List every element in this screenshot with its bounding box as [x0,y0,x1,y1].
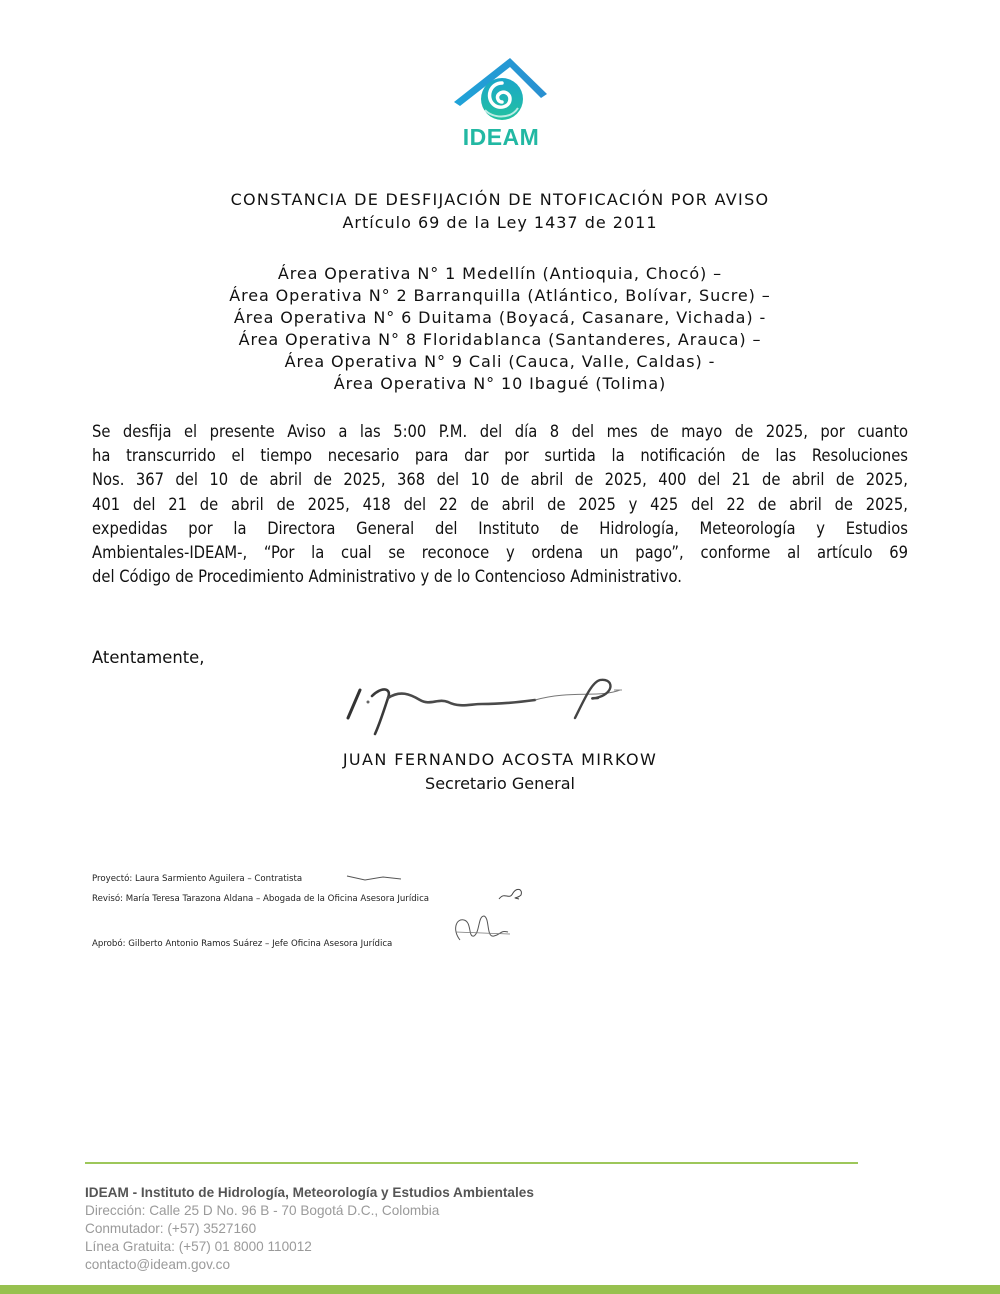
closing: Atentamente, [92,648,205,667]
initials-signature-approved [450,910,515,950]
approval-approved: Aprobó: Gilberto Antonio Ramos Suárez – Jefe Oficina Asesora Jurídica [92,939,393,949]
signature-image [330,668,630,748]
footer-contact [85,1184,534,1274]
area-line: Área Operativa N° 8 Floridablanca (Santanderes, Arauca) – [238,330,762,349]
area-line: Área Operativa N° 10 Ibagué (Tolima) [333,374,667,393]
operative-areas [0,263,1000,395]
body-line: ha transcurrido el tiempo necesario para dar por surtida la notificación de las Resoluciones [92,446,908,466]
footer-org: IDEAM - Instituto de Hidrología, Meteorología y Estudios Ambientales [85,1185,534,1200]
body-line: Ambientales-IDEAM-, “Por la cual se reconoce y ordena un pago”, conforme al artículo 69 [92,543,908,563]
body-line: Se desfija el presente Aviso a las 5:00 P.M. del día 8 del mes de mayo de 2025, por cuanto [92,422,908,441]
area-line: Área Operativa N° 2 Barranquilla (Atlántico, Bolívar, Sucre) – [229,286,771,305]
footer-accent-bar [0,1285,1000,1294]
footer-phone: Conmutador: (+57) 3527160 [85,1221,257,1236]
approval-reviewed: Revisó: María Teresa Tarazona Aldana – Abogada de la Oficina Asesora Jurídica [92,894,430,904]
footer-toll-free: Línea Gratuita: (+57) 01 8000 110012 [85,1239,312,1254]
footer-email: contacto@ideam.gov.co [85,1257,231,1272]
body-paragraph [92,420,908,589]
body-line: Nos. 367 del 10 de abril de 2025, 368 del 10 de abril de 2025, 400 del 21 de abril de 2025, [92,470,908,490]
area-line: Área Operativa N° 6 Duitama (Boyacá, Casanare, Vichada) - [233,308,767,327]
initials-signature-projected [345,872,405,884]
approval-projected: Proyectó: Laura Sarmiento Aguilera – Contratista [92,874,303,884]
body-line: expedidas por la Directora General del Instituto de Hidrología, Meteorología y Estudios [92,518,908,538]
body-line: del Código de Procedimiento Administrativo y de lo Contencioso Administrativo. [92,567,682,587]
document-subtitle: Artículo 69 de la Ley 1437 de 2011 [342,213,658,232]
area-line: Área Operativa N° 1 Medellín (Antioquia, Chocó) – [277,264,723,283]
signer-role: Secretario General [425,774,575,793]
footer-divider [85,1162,858,1164]
body-line: 401 del 21 de abril de 2025, 418 del 22 de abril de 2025 y 425 del 22 de abril de 2025, [92,494,908,514]
initials-signature-reviewed [497,885,527,905]
signer-name: JUAN FERNANDO ACOSTA MIRKOW [342,750,658,769]
footer-address: Dirección: Calle 25 D No. 96 B - 70 Bogotá D.C., Colombia [85,1203,440,1218]
area-line: Área Operativa N° 9 Cali (Cauca, Valle, Caldas) - [284,352,716,371]
logo-text: IDEAM [462,124,540,150]
document-title: CONSTANCIA DE DESFIJACIÓN DE NTOFICACIÓN POR AVISO [230,190,770,209]
